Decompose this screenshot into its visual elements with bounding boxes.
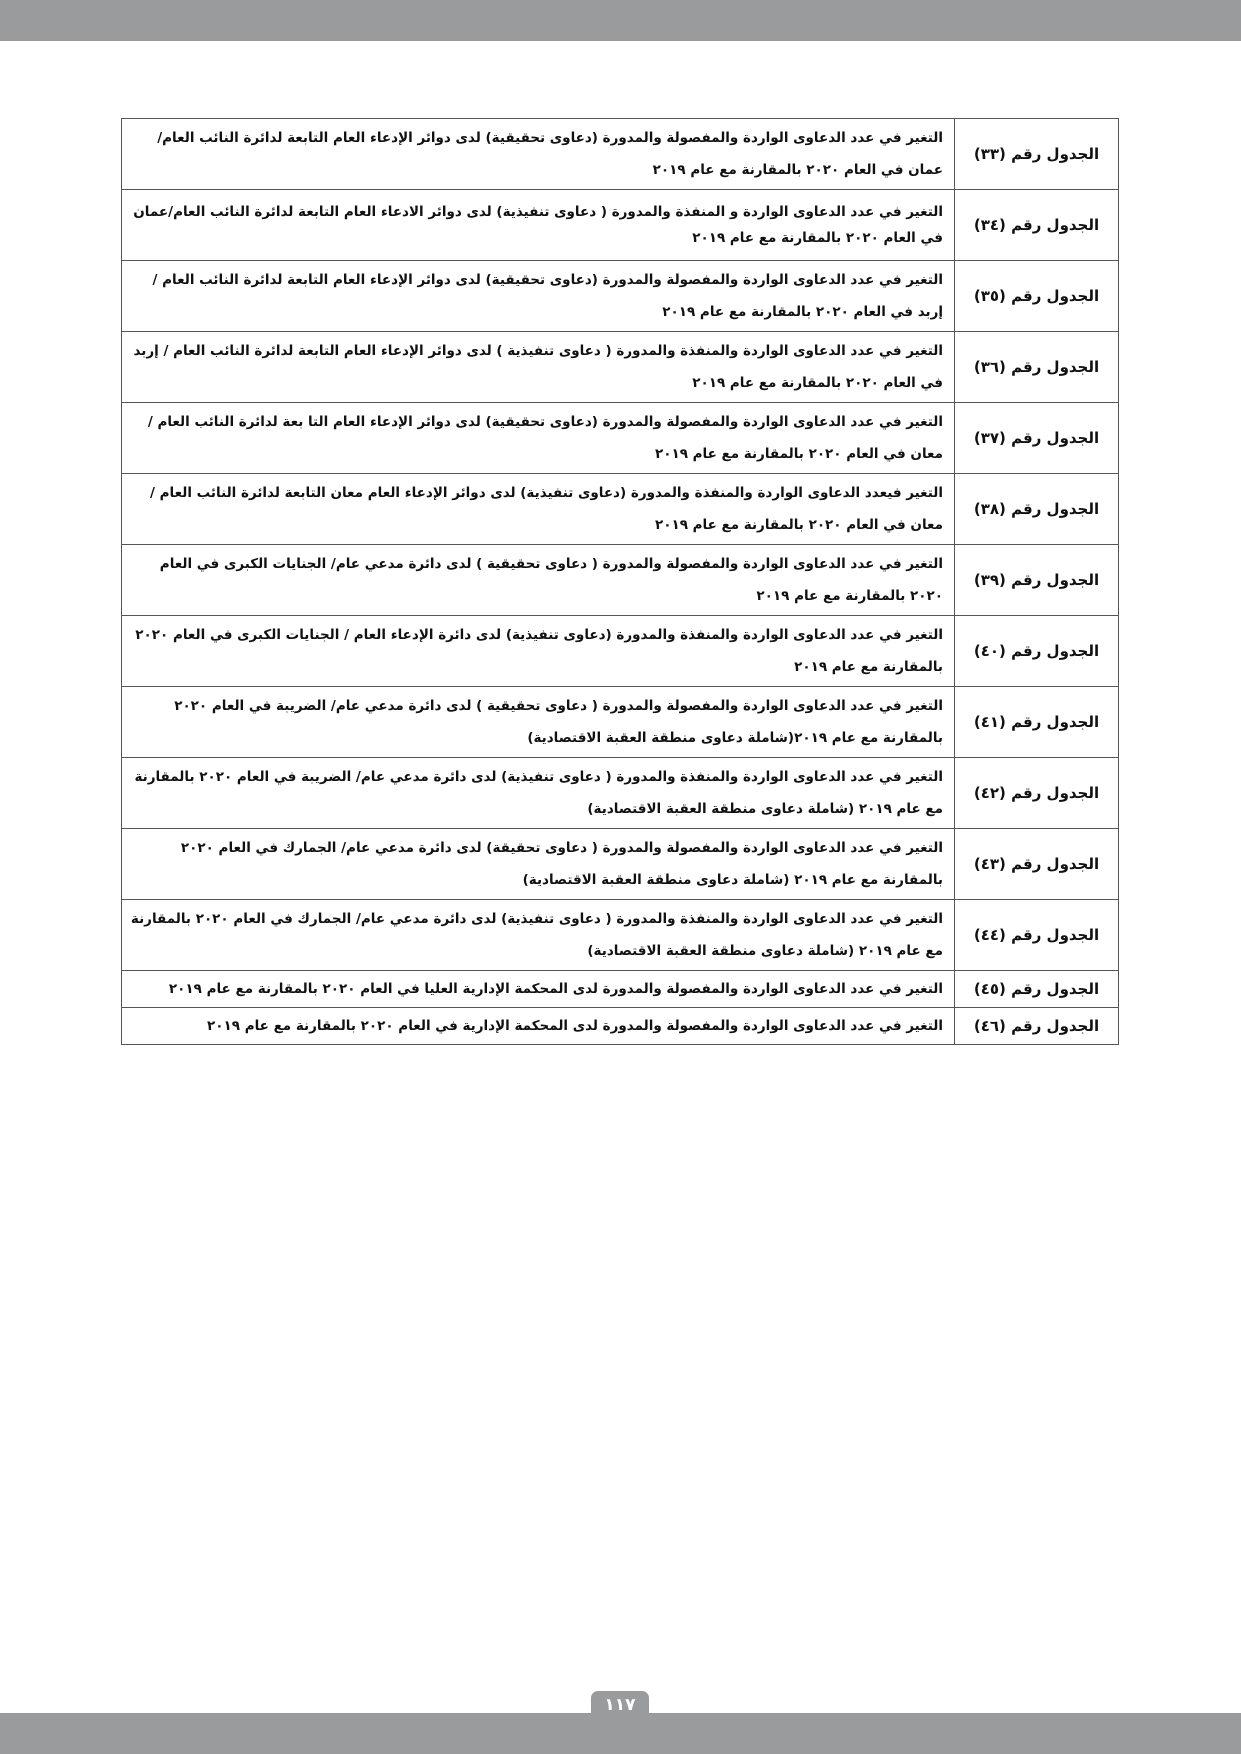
table-row [122,332,1119,403]
table-row [122,758,1119,829]
table-title: التغير في عدد الدعاوى الواردة والمنفذة والمدورة (دعاوى تنفيذية) لدى دائرة الإدعاء العام / الجنايات الكبرى في العام ٢٠٢٠ بالمقارنة مع عام ٢٠١٩ [122,616,955,687]
table-row [122,119,1119,190]
table-number-label: الجدول رقم (٤٢) [955,758,1119,829]
table-row [122,190,1119,261]
table-title: التغير في عدد الدعاوى الواردة والمنفذة والمدورة ( دعاوى تنفيذية) لدى دائرة مدعي عام/ الجمارك في العام ٢٠٢٠ بالمقارنة مع عام ٢٠١٩ (شاملة دعاوى منطقة العقبة الاقتصادية) [122,900,955,971]
table-number-label: الجدول رقم (٤٠) [955,616,1119,687]
table-title: التغير في عدد الدعاوى الواردة والمفصولة والمدورة لدى المحكمة الإدارية في العام ٢٠٢٠ بالمقارنة مع عام ٢٠١٩ [122,1008,955,1045]
table-number-label: الجدول رقم (٤٤) [955,900,1119,971]
table-number-label: الجدول رقم (٣٩) [955,545,1119,616]
page-number: ١١٧ [591,1691,649,1718]
table-title: التغير في عدد الدعاوى الواردة والمنفذة والمدورة ( دعاوى تنفيذية) لدى دائرة مدعي عام/ الضريبة في العام ٢٠٢٠ بالمقارنة مع عام ٢٠١٩ (شاملة دعاوى منطقة العقبة الاقتصادية) [122,758,955,829]
table-row [122,616,1119,687]
table-title: التغير في عدد الدعاوى الواردة و المنفذة والمدورة ( دعاوى تنفيذية) لدى دوائر الادعاء العام التابعة لدائرة النائب العام/عمان في العام ٢٠٢٠ بالمقارنة مع عام ٢٠١٩ [122,190,955,261]
table-title: التغير فيعدد الدعاوى الواردة والمنفذة والمدورة (دعاوى تنفيذية) لدى دوائر الإدعاء العام معان التابعة لدائرة النائب العام / معان في العام ٢٠٢٠ بالمقارنة مع عام ٢٠١٩ [122,474,955,545]
table-title: التغير في عدد الدعاوى الواردة والمفصولة والمدورة (دعاوى تحقيقية) لدى دوائر الإدعاء العام التابعة لدائرة النائب العام/ عمان في العام ٢٠٢٠ بالمقارنة مع عام ٢٠١٩ [122,119,955,190]
table-number-label: الجدول رقم (٣٧) [955,403,1119,474]
table-title: التغير في عدد الدعاوى الواردة والمفصولة والمدورة (دعاوى تحقيقية) لدى دوائر الإدعاء العام التا بعة لدائرة النائب العام / معان في العام ٢٠٢٠ بالمقارنة مع عام ٢٠١٩ [122,403,955,474]
table-row [122,474,1119,545]
table-number-label: الجدول رقم (٤٦) [955,1008,1119,1045]
table-number-label: الجدول رقم (٣٨) [955,474,1119,545]
table-row [122,1008,1119,1045]
table-number-label: الجدول رقم (٣٤) [955,190,1119,261]
table-number-label: الجدول رقم (٤٣) [955,829,1119,900]
table-title: التغير في عدد الدعاوى الواردة والمفصولة والمدورة لدى المحكمة الإدارية العليا في العام ٢٠٢٠ بالمقارنة مع عام ٢٠١٩ [122,971,955,1008]
table-row [122,261,1119,332]
table-row [122,971,1119,1008]
table-number-label: الجدول رقم (٤١) [955,687,1119,758]
table-row [122,900,1119,971]
table-number-label: الجدول رقم (٣٦) [955,332,1119,403]
table-title: التغير في عدد الدعاوى الواردة والمفصولة والمدورة ( دعاوى تحقيقة) لدى دائرة مدعي عام/ الجمارك في العام ٢٠٢٠ بالمقارنة مع عام ٢٠١٩ (شاملة دعاوى منطقة العقبة الاقتصادية) [122,829,955,900]
table-title: التغير في عدد الدعاوى الواردة والمفصولة والمدورة ( دعاوى تحقيقية ) لدى دائرة مدعي عام/ الضريبة في العام ٢٠٢٠ بالمقارنة مع عام ٢٠١٩(شاملة دعاوى منطقة العقبة الاقتصادية) [122,687,955,758]
table-number-label: الجدول رقم (٣٥) [955,261,1119,332]
table-row [122,403,1119,474]
table-row [122,687,1119,758]
bottom-footer-bar [0,1713,1241,1754]
table-row [122,829,1119,900]
table-title: التغير في عدد الدعاوى الواردة والمفصولة والمدورة ( دعاوى تحقيقية ) لدى دائرة مدعي عام/ الجنايات الكبرى في العام ٢٠٢٠ بالمقارنة مع عام ٢٠١٩ [122,545,955,616]
table-title: التغير في عدد الدعاوى الواردة والمنفذة والمدورة ( دعاوى تنفيذية ) لدى دوائر الإدعاء العام التابعة لدائرة النائب العام / إربد في العام ٢٠٢٠ بالمقارنة مع عام ٢٠١٩ [122,332,955,403]
table-number-label: الجدول رقم (٤٥) [955,971,1119,1008]
table-number-label: الجدول رقم (٣٣) [955,119,1119,190]
table-title: التغير في عدد الدعاوى الواردة والمفصولة والمدورة (دعاوى تحقيقية) لدى دوائر الإدعاء العام التابعة لدائرة النائب العام / إربد في العام ٢٠٢٠ بالمقارنة مع عام ٢٠١٩ [122,261,955,332]
top-header-bar [0,0,1241,41]
table-row [122,545,1119,616]
table-index [121,118,1119,1045]
